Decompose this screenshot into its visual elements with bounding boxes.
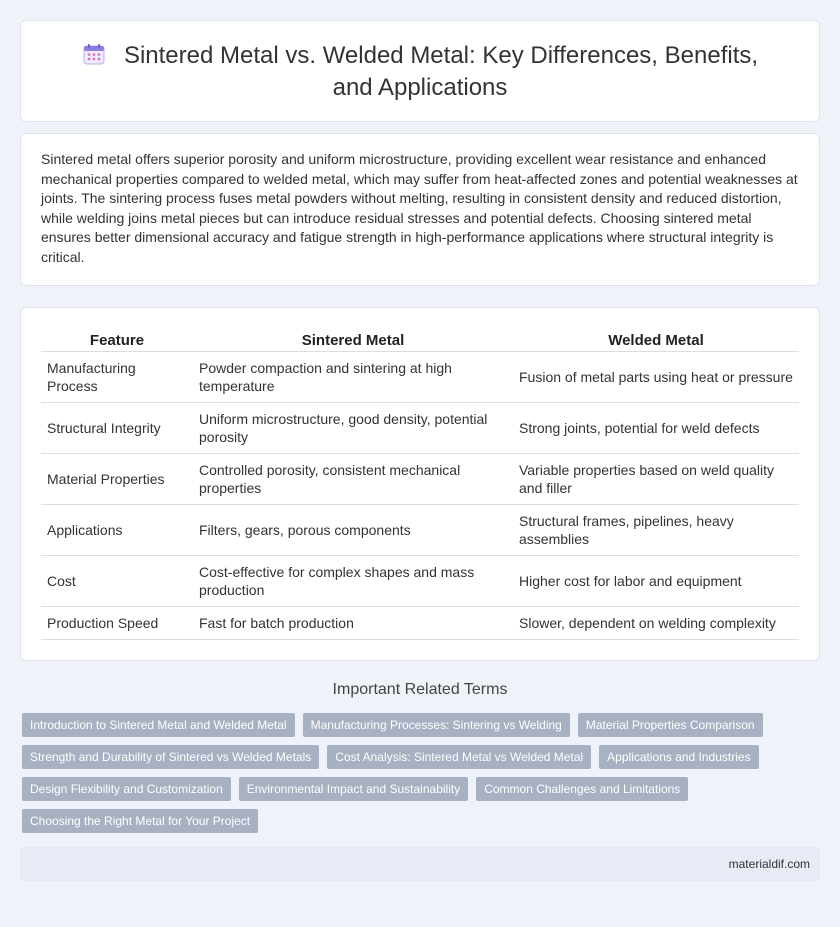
cell-welded: Strong joints, potential for weld defects [513,403,799,454]
header-welded: Welded Metal [513,326,799,352]
title-card [20,20,820,122]
table-row [41,556,799,607]
cell-feature: Material Properties [41,454,193,505]
table-row [41,403,799,454]
page-title-wrap [61,41,779,102]
summary-text: Sintered metal offers superior porosity and uniform microstructure, providing excellent wear resistance and enhanced mechanical properties compared to welded metal, which may suffer from heat-affected zones and potential weaknesses at joints. The sintering process fuses metal powders without melting, resulting in consistent density and reduced distortion, while welding joins metal pieces but can introduce residual stresses and potential defects. Choosing sintered metal ensures better dimensional accuracy and fatigue strength in high-performance applications where structural integrity is critical. [41,151,798,265]
cell-feature: Cost [41,556,193,607]
related-term-tag[interactable]: Design Flexibility and Customization [22,777,231,801]
cell-feature: Structural Integrity [41,403,193,454]
related-terms-section [0,681,840,833]
cell-sintered: Cost-effective for complex shapes and mass production [193,556,513,607]
summary-card [20,133,820,286]
related-term-tag[interactable]: Environmental Impact and Sustainability [239,777,468,801]
cell-sintered: Uniform microstructure, good density, potential porosity [193,403,513,454]
related-term-tag[interactable]: Strength and Durability of Sintered vs Welded Metals [22,745,319,769]
header-feature: Feature [41,326,193,352]
related-terms-title: Important Related Terms [332,681,508,698]
footer [20,847,820,881]
related-term-tag[interactable]: Choosing the Right Metal for Your Project [22,809,258,833]
cell-feature: Manufacturing Process [41,352,193,403]
footer-site[interactable]: materialdif.com [728,857,810,871]
cell-welded: Slower, dependent on welding complexity [513,607,799,640]
cell-sintered: Filters, gears, porous components [193,505,513,556]
cell-welded: Higher cost for labor and equipment [513,556,799,607]
related-terms-tags [0,713,840,833]
cell-welded: Variable properties based on weld quality and filler [513,454,799,505]
cell-sintered: Controlled porosity, consistent mechanical properties [193,454,513,505]
related-term-tag[interactable]: Applications and Industries [599,745,758,769]
cell-feature: Applications [41,505,193,556]
table-row [41,607,799,640]
related-term-tag[interactable]: Manufacturing Processes: Sintering vs Welding [303,713,570,737]
table-row [41,352,799,403]
page-title: Sintered Metal vs. Welded Metal: Key Differences, Benefits, and Applications [123,41,759,101]
related-term-tag[interactable]: Introduction to Sintered Metal and Welded Metal [22,713,295,737]
cell-sintered: Powder compaction and sintering at high temperature [193,352,513,403]
table-row [41,454,799,505]
table-header-row [41,326,799,352]
comparison-card [20,307,820,661]
cell-feature: Production Speed [41,607,193,640]
calendar-icon [82,42,106,73]
header-sintered: Sintered Metal [193,326,513,352]
cell-welded: Structural frames, pipelines, heavy assemblies [513,505,799,556]
cell-welded: Fusion of metal parts using heat or pressure [513,352,799,403]
related-term-tag[interactable]: Cost Analysis: Sintered Metal vs Welded Metal [327,745,591,769]
related-term-tag[interactable]: Common Challenges and Limitations [476,777,688,801]
comparison-table [41,326,799,640]
related-term-tag[interactable]: Material Properties Comparison [578,713,763,737]
table-row [41,505,799,556]
cell-sintered: Fast for batch production [193,607,513,640]
